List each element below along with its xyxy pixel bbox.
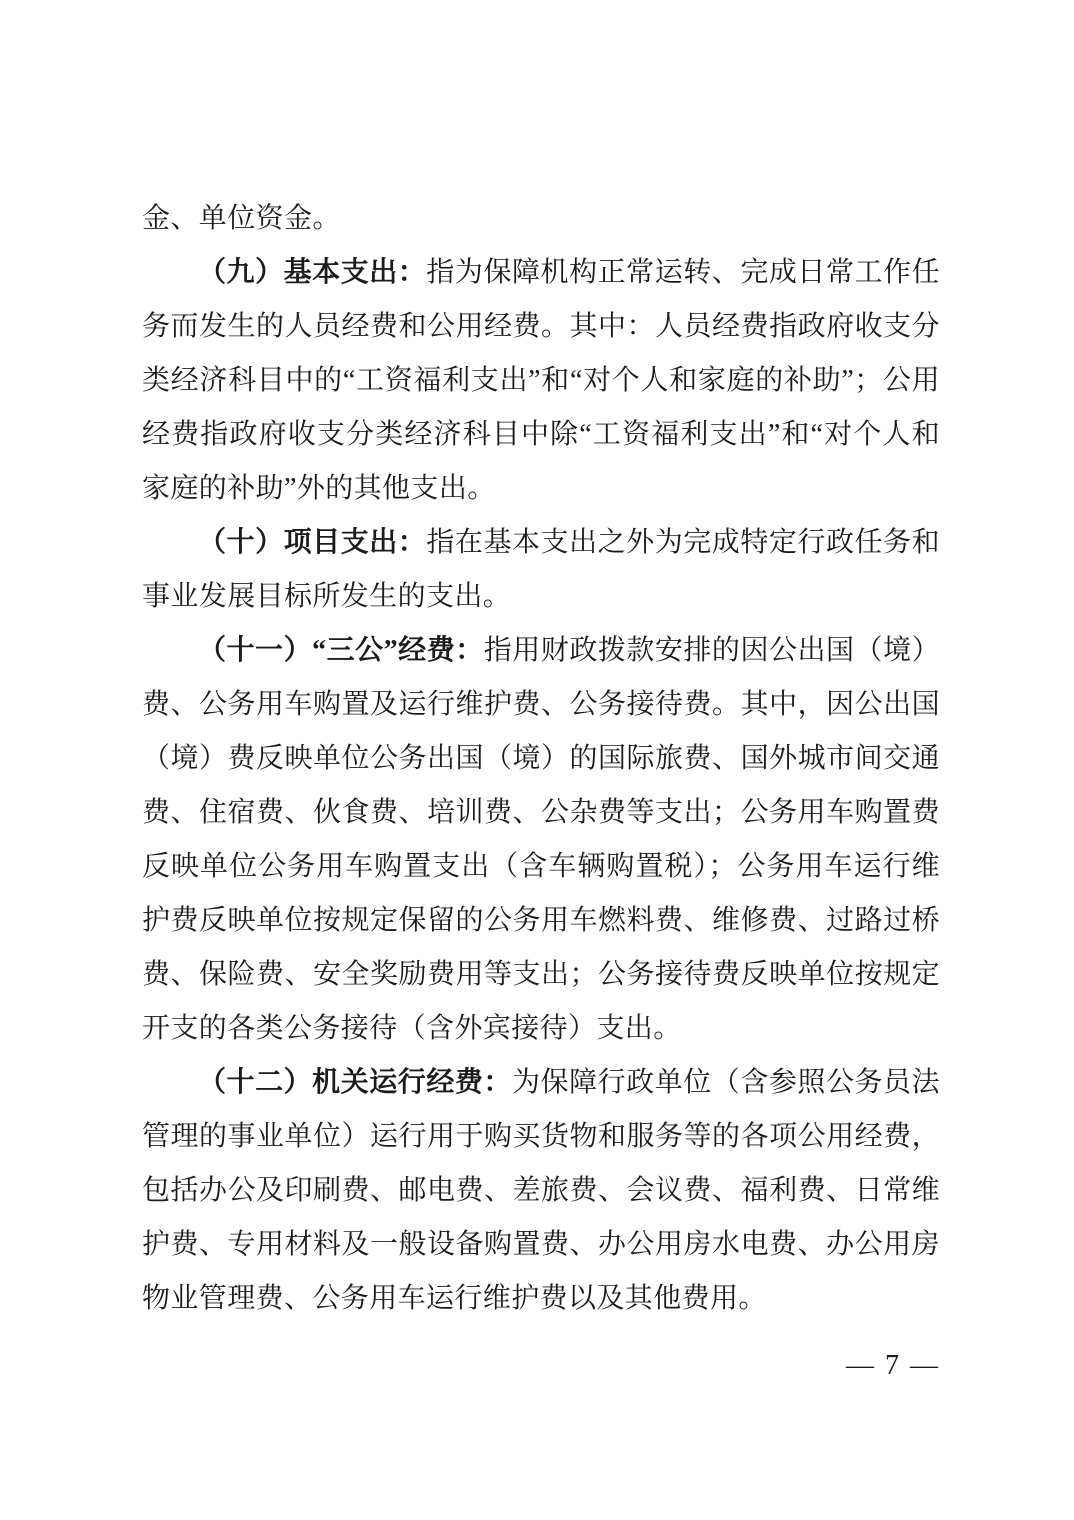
paragraph-continuation (142, 192, 940, 246)
paragraph-text: 指在基本支出之外为完成特定行政任务和事业发展目标所发生的支出。 (142, 527, 941, 612)
paragraph-item-10 (142, 516, 940, 624)
paragraph-term-heading: （十）项目支出： (198, 527, 427, 558)
paragraph-term-heading: （九）基本支出： (198, 257, 427, 288)
paragraph-text: 金、单位资金。 (142, 203, 341, 234)
paragraph-term-heading: （十一）“三公”经费： (198, 635, 484, 666)
paragraph-term-heading: （十二）机关运行经费： (198, 1067, 512, 1098)
paragraph-item-12 (142, 1056, 940, 1326)
paragraph-text: 指为保障机构正常运转、完成日常工作任务而发生的人员经费和公用经费。其中：人员经费指政府收支分类经济科目中的“工资福利支出”和“对个人和家庭的补助”；公用经费指政府收支分类经济科目中除“工资福利支出”和“对个人和家庭的补助”外的其他支出。 (142, 257, 941, 504)
document-body (142, 192, 940, 1326)
paragraph-item-9 (142, 246, 940, 516)
paragraph-text: 为保障行政单位（含参照公务员法管理的事业单位）运行用于购买货物和服务等的各项公用经费，包括办公及印刷费、邮电费、差旅费、会议费、福利费、日常维护费、专用材料及一般设备购置费、办公用房水电费、办公用房物业管理费、公务用车运行维护费以及其他费用。 (142, 1067, 940, 1314)
paragraph-text: 指用财政拨款安排的因公出国（境）费、公务用车购置及运行维护费、公务接待费。其中，因公出国（境）费反映单位公务出国（境）的国际旅费、国外城市间交通费、住宿费、伙食费、培训费、公杂费等支出；公务用车购置费反映单位公务用车购置支出（含车辆购置税）；公务用车运行维护费反映单位按规定保留的公务用车燃料费、维修费、过路过桥费、保险费、安全奖励费用等支出；公务接待费反映单位按规定开支的各类公务接待（含外宾接待）支出。 (142, 635, 940, 1044)
paragraph-item-11 (142, 624, 940, 1056)
page-number: — 7 — (846, 1350, 940, 1381)
